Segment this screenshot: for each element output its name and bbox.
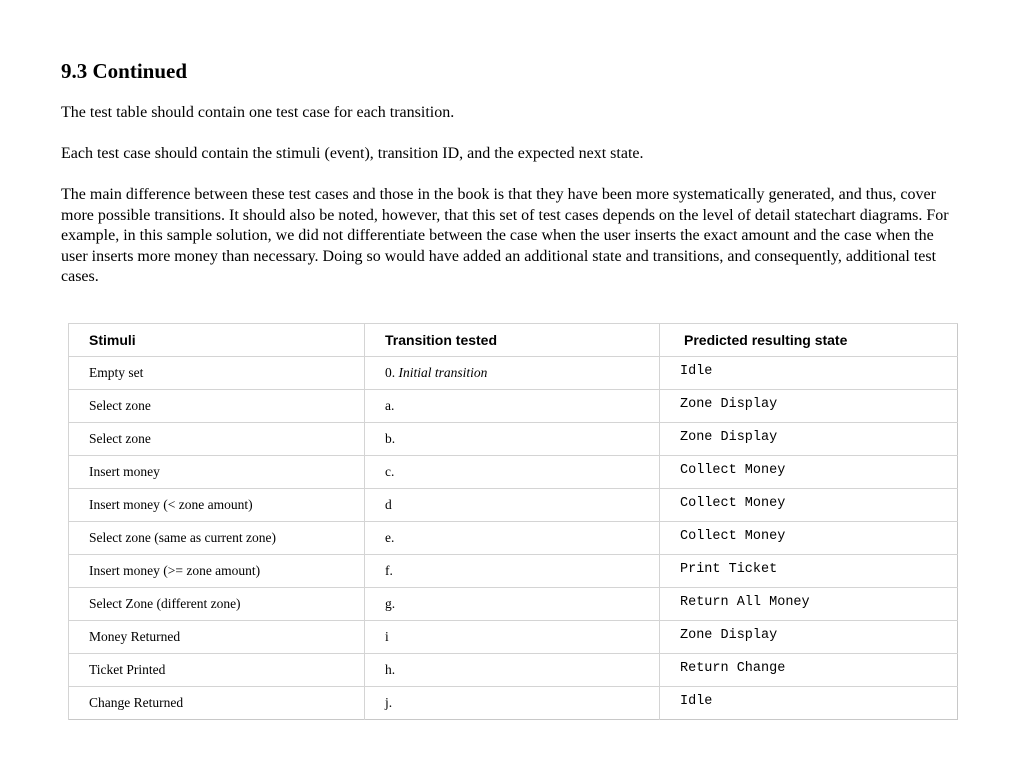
table-row — [69, 588, 958, 621]
cell-transition — [365, 456, 660, 489]
transition-id: h. — [385, 662, 396, 677]
cell-transition — [365, 555, 660, 588]
transition-id: b. — [385, 431, 396, 446]
cell-predicted-state: Return All Money — [660, 588, 958, 621]
transition-id: d — [385, 497, 392, 512]
cell-predicted-state: Idle — [660, 687, 958, 720]
cell-predicted-state: Return Change — [660, 654, 958, 687]
cell-transition — [365, 357, 660, 390]
table-row — [69, 423, 958, 456]
paragraph-test-table-intro: The test table should contain one test case for each transition. — [61, 104, 455, 121]
cell-predicted-state: Idle — [660, 357, 958, 390]
cell-stimuli: Select zone — [69, 390, 365, 423]
cell-stimuli: Select Zone (different zone) — [69, 588, 365, 621]
cell-stimuli: Insert money (< zone amount) — [69, 489, 365, 522]
test-case-table — [68, 323, 958, 720]
cell-predicted-state: Collect Money — [660, 522, 958, 555]
cell-stimuli: Change Returned — [69, 687, 365, 720]
cell-transition — [365, 522, 660, 555]
table-row — [69, 489, 958, 522]
paragraph-test-case-contents: Each test case should contain the stimuli (event), transition ID, and the expected next state. — [61, 145, 644, 162]
table-row — [69, 522, 958, 555]
cell-stimuli: Insert money — [69, 456, 365, 489]
section-heading: 9.3 Continued — [61, 59, 188, 83]
cell-transition — [365, 588, 660, 621]
header-transition-tested: Transition tested — [365, 324, 660, 357]
cell-stimuli: Insert money (>= zone amount) — [69, 555, 365, 588]
table-row — [69, 687, 958, 720]
table-row — [69, 390, 958, 423]
cell-stimuli: Empty set — [69, 357, 365, 390]
transition-id: f. — [385, 563, 393, 578]
header-predicted-state: Predicted resulting state — [660, 324, 958, 357]
cell-stimuli: Ticket Printed — [69, 654, 365, 687]
transition-id: c. — [385, 464, 395, 479]
cell-transition — [365, 654, 660, 687]
cell-predicted-state: Zone Display — [660, 621, 958, 654]
header-stimuli: Stimuli — [69, 324, 365, 357]
cell-predicted-state: Collect Money — [660, 456, 958, 489]
paragraph-main-difference: The main difference between these test cases and those in the book is that they have been more systematically generated, and thus, cover more possible transitions. It should also be noted, however, that this set of test cases depends on the level of detail statechart diagrams. For example, in this sample solution, we did not differentiate between the case when the user inserts the exact amount and the case when the user inserts more money than necessary. Doing so would have added an additional state and transitions, and consequently, additional test cases. — [61, 186, 949, 285]
transition-id: i — [385, 629, 389, 644]
cell-transition — [365, 687, 660, 720]
cell-stimuli: Money Returned — [69, 621, 365, 654]
cell-transition — [365, 621, 660, 654]
table-row — [69, 555, 958, 588]
table-header-row — [69, 324, 958, 357]
transition-id: j. — [385, 695, 393, 710]
cell-stimuli: Select zone (same as current zone) — [69, 522, 365, 555]
transition-name: Initial transition — [398, 365, 488, 380]
cell-transition — [365, 423, 660, 456]
table-row — [69, 456, 958, 489]
cell-stimuli: Select zone — [69, 423, 365, 456]
transition-id: a. — [385, 398, 395, 413]
transition-id: 0. — [385, 365, 396, 380]
cell-transition — [365, 390, 660, 423]
table-row — [69, 357, 958, 390]
transition-id: g. — [385, 596, 396, 611]
cell-transition — [365, 489, 660, 522]
transition-id: e. — [385, 530, 395, 545]
table-row — [69, 654, 958, 687]
table-body — [69, 357, 958, 720]
cell-predicted-state: Zone Display — [660, 423, 958, 456]
cell-predicted-state: Zone Display — [660, 390, 958, 423]
table-row — [69, 621, 958, 654]
cell-predicted-state: Print Ticket — [660, 555, 958, 588]
cell-predicted-state: Collect Money — [660, 489, 958, 522]
